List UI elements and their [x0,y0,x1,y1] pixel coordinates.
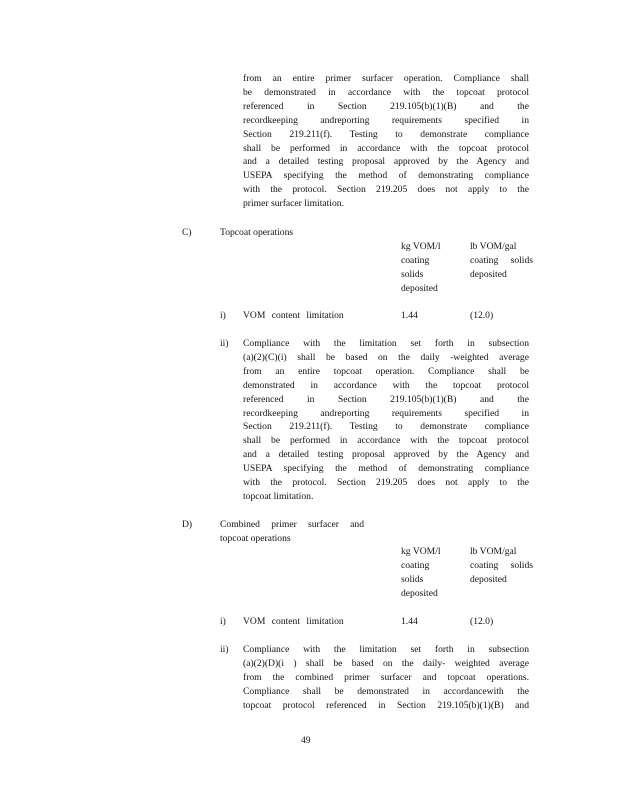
text-line: with the protocol. Section 219.205 does not apply to the [243,184,529,196]
section-d-units-lb [470,545,533,587]
text-line: Compliance shall be demonstrated in accordancewith the [243,685,529,697]
units-line: deposited [470,268,507,280]
section-d-title [220,518,364,546]
text-line: Section 219.211(f). Testing to demonstrate compliance [243,128,529,140]
units-line: solids [401,268,424,280]
text-line: referenced in Section 219.105(b)(1)(B) and the [243,393,529,405]
section-c-item-i-label: VOM content limitation [243,310,344,321]
text-line: Section 219.211(f). Testing to demonstrate compliance [243,421,529,433]
section-d-item-i-kg-value: 1.44 [401,616,418,627]
text-line: USEPA specifying the method of demonstrating compliance [243,463,529,475]
units-line: solids [401,573,424,585]
text-line: demonstrated in accordance with the topcoat protocol [243,379,529,391]
text-line: recordkeeping andreporting requirements specified in [243,114,529,126]
section-d-letter: D) [182,519,193,530]
text-line: from an entire primer surfacer operation. Compliance shall [243,73,529,84]
text-line: primer surfacer limitation. [243,198,344,210]
primer-surfacer-compliance-paragraph [243,72,529,211]
text-line: with the protocol. Section 219.205 does not apply to the [243,477,529,489]
section-d-units-kg [401,545,449,601]
section-c-units-kg [401,240,449,296]
units-line: coating solids [470,559,533,571]
section-c-title [220,226,293,240]
section-c-item-i-number: i) [220,310,226,321]
page-number: 49 [301,735,311,746]
units-line: lb VOM/gal [470,241,517,252]
text-line: and a detailed testing proposal approved by the Agency and [243,156,529,168]
section-c-units-lb [470,240,533,282]
text-line: Compliance with the limitation set forth in subsection [243,338,529,349]
section-d-item-i-label: VOM content limitation [243,616,344,627]
section-d-item-ii-number: ii) [220,644,229,655]
units-line: kg VOM/l [401,546,441,557]
text-line: shall be performed in accordance with the topcoat protocol [243,435,529,447]
section-c-item-i-kg-value: 1.44 [401,310,418,321]
section-d-item-ii-paragraph [243,643,529,713]
text-line: from an entire topcoat operation. Compliance shall be [243,365,529,377]
text-line: and a detailed testing proposal approved by the Agency and [243,449,529,461]
text-line: (a)(2)(C)(i) shall be based on the daily -weighted average [243,351,529,363]
section-c-item-i-lb-value: (12.0) [470,310,494,321]
section-title-line: Topcoat operations [220,227,294,238]
section-c-item-ii-number: ii) [220,338,229,349]
text-line: Compliance with the limitation set forth in subsection [243,644,529,655]
units-line: deposited [401,282,438,294]
units-line: deposited [470,573,507,585]
text-line: recordkeeping andreporting requirements specified in [243,407,529,419]
text-line: USEPA specifying the method of demonstrating compliance [243,170,529,182]
section-d-item-i-lb-value: (12.0) [470,616,494,627]
section-c-item-ii-paragraph [243,337,529,504]
text-line: topcoat limitation. [243,490,314,502]
text-line: (a)(2)(D)(i ) shall be based on the daily- weighted average [243,657,529,669]
units-line: coating [401,559,430,571]
section-title-line: Combined primer surfacer and [220,519,364,530]
units-line: kg VOM/l [401,241,441,252]
units-line: coating [401,254,430,266]
text-line: referenced in Section 219.105(b)(1)(B) and the [243,100,529,112]
section-c-letter: C) [182,227,192,238]
section-d-item-i-number: i) [220,616,226,627]
units-line: coating solids [470,254,533,266]
text-line: shall be performed in accordance with the topcoat protocol [243,142,529,154]
units-line: lb VOM/gal [470,546,517,557]
units-line: deposited [401,587,438,599]
text-line: be demonstrated in accordance with the topcoat protocol [243,86,529,98]
text-line: topcoat protocol referenced in Section 219.105(b)(1)(B) and [243,699,529,711]
section-title-line: topcoat operations [220,532,291,544]
text-line: from the combined primer surfacer and topcoat operations. [243,671,529,683]
